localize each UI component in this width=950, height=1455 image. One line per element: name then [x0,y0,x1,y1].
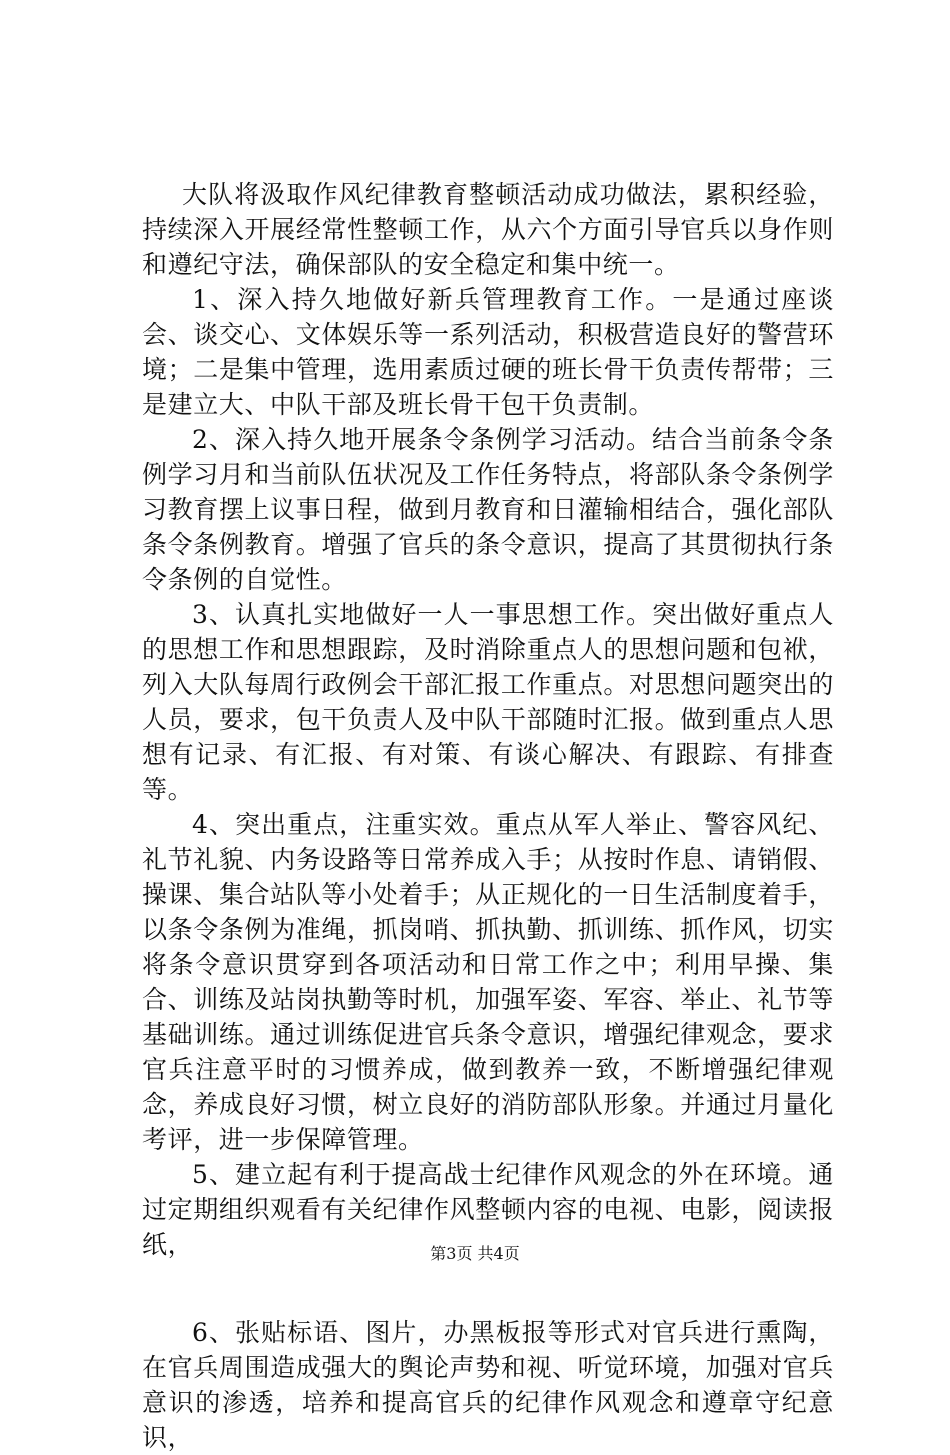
paragraph-item-4: 4、突出重点，注重实效。重点从军人举止、警容风纪、礼节礼貌、内务设路等日常养成入手；从按时作息、请销假、操课、集合站队等小处着手；从正规化的一日生活制度着手，以条令条例为准绳，抓岗哨、抓执勤、抓训练、抓作风，切实将条令意识贯穿到各项活动和日常工作之中；利用早操、集合、训练及站岗执勤等时机，加强军姿、军容、举止、礼节等基础训练。通过训练促进官兵条令意识，增强纪律观念，要求官兵注意平时的习惯养成，做到教养一致，不断增强纪律观念，养成良好习惯，树立良好的消防部队形象。并通过月量化考评，进一步保障管理。 [142,810,834,1154]
paragraph-item-5: 5、建立起有利于提高战士纪律作风观念的外在环境。通过定期组织观看有关纪律作风整顿内容的电视、电影，阅读报纸， [142,1160,834,1259]
page-number-footer: 第3页 共4页 [430,1244,520,1263]
paragraph-intro: 大队将汲取作风纪律教育整顿活动成功做法，累积经验，持续深入开展经常性整顿工作，从六个方面引导官兵以身作则和遵纪守法，确保部队的安全稳定和集中统一。 [142,180,834,279]
paragraph-item-2: 2、深入持久地开展条令条例学习活动。结合当前条令条例学习月和当前队伍状况及工作任务特点，将部队条令条例学习教育摆上议事日程，做到月教育和日灌输相结合，强化部队条令条例教育。增强了官兵的条令意识，提高了其贯彻执行条令条例的自觉性。 [142,425,834,594]
paragraph-item-3: 3、认真扎实地做好一人一事思想工作。突出做好重点人的思想工作和思想跟踪，及时消除重点人的思想问题和包袱，列入大队每周行政例会干部汇报工作重点。对思想问题突出的人员，要求，包干负责人及中队干部随时汇报。做到重点人思想有记录、有汇报、有对策、有谈心解决、有跟踪、有排查等。 [142,600,834,804]
paragraph-item-1: 1、深入持久地做好新兵管理教育工作。一是通过座谈会、谈交心、文体娱乐等一系列活动，积极营造良好的警营环境；二是集中管理，选用素质过硬的班长骨干负责传帮带；三是建立大、中队干部及班长骨干包干负责制。 [142,285,834,419]
paragraph-item-6: 6、张贴标语、图片，办黑板报等形式对官兵进行熏陶，在官兵周围造成强大的舆论声势和视、听觉环境，加强对官兵意识的渗透，培养和提高官兵的纪律作风观念和遵章守纪意识， [142,1318,834,1452]
paragraph-gap [142,1262,834,1315]
